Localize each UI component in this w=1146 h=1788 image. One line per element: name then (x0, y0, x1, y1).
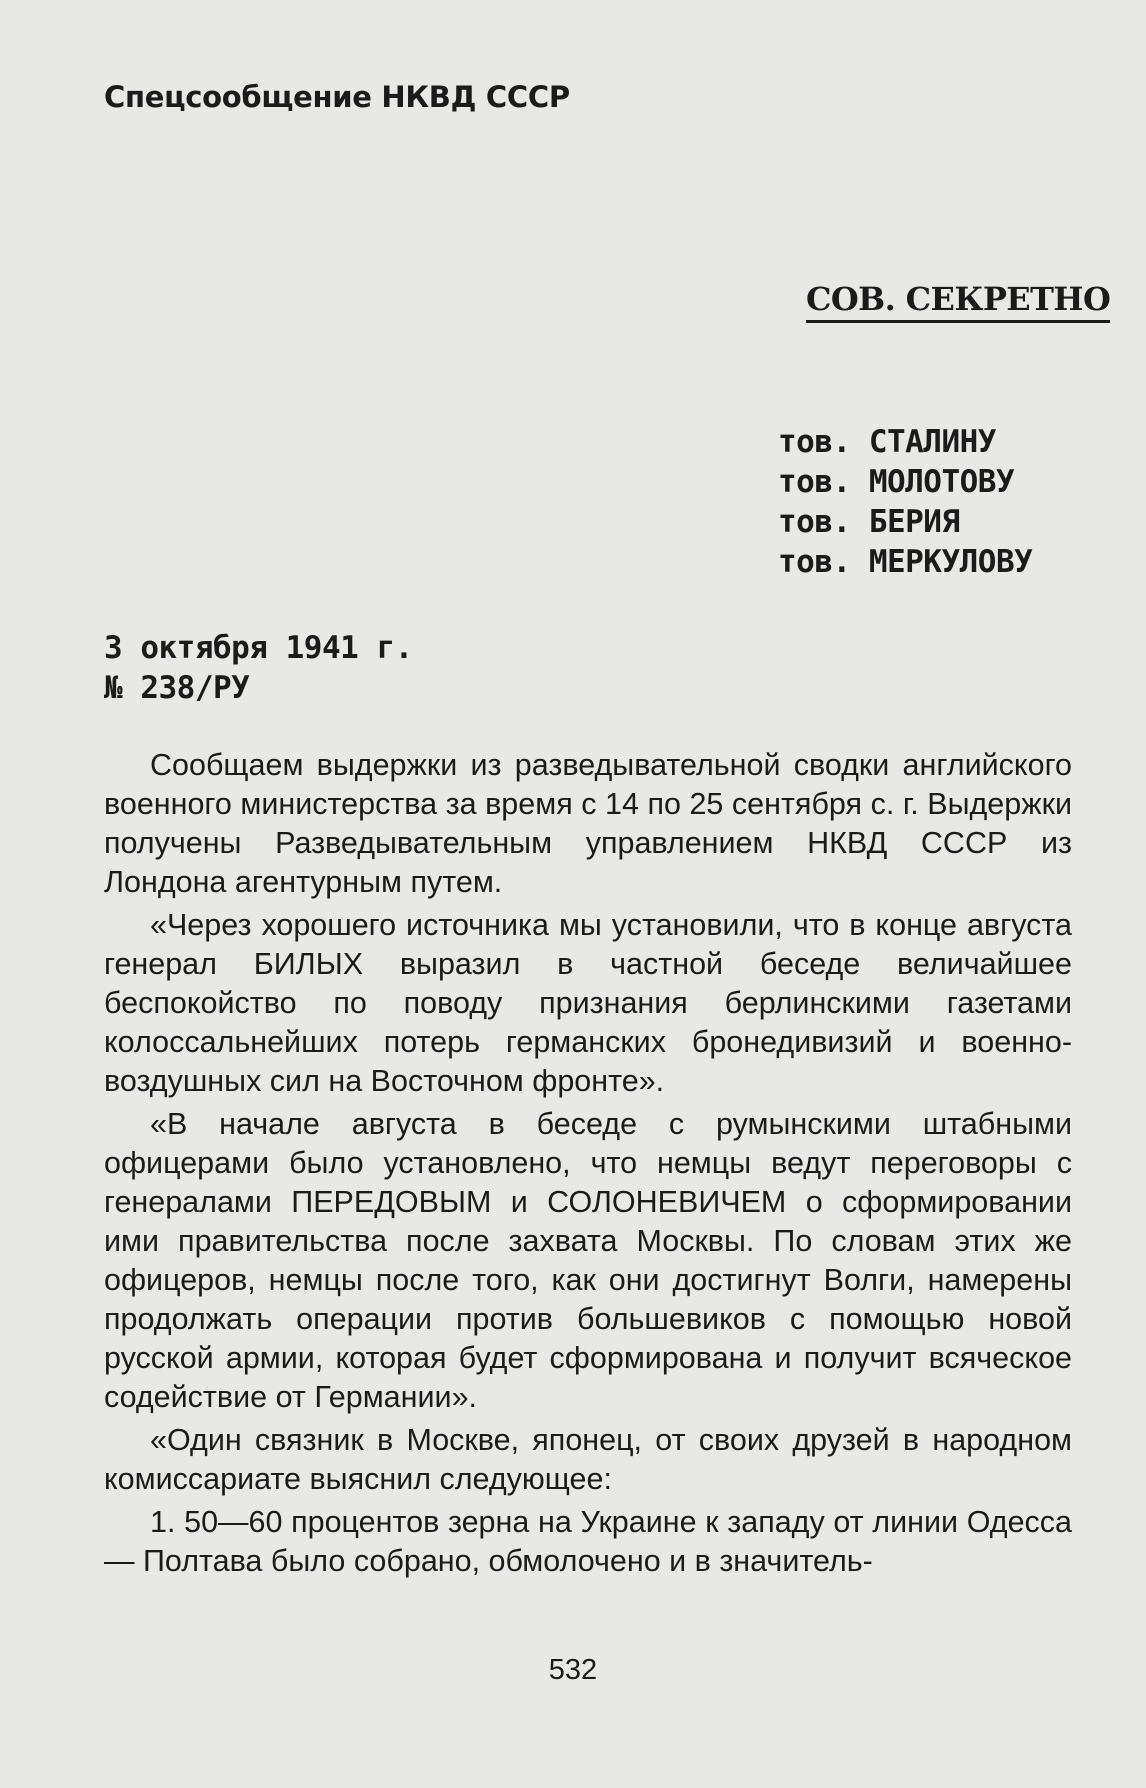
page-number: 532 (548, 1654, 598, 1686)
addressee-list (778, 422, 1032, 582)
classification-stamp: СОВ. СЕКРЕТНО (806, 280, 1110, 323)
document-body (104, 746, 1072, 1585)
addressee-line: тов. СТАЛИНУ (778, 424, 996, 460)
body-paragraph: Сообщаем выдержки из разведывательной сводки английского военного министерства за время с 14 по 25 сентября с. г. Выдержки получены Разведывательным управлением НКВД СССР из Лондона агентурным путем. (104, 748, 1072, 899)
body-paragraph: «Через хорошего источника мы установили, что в конце августа генерал БИЛЫХ выразил в частной беседе величайшее беспокойство по поводу признания берлинскими газетами колоссальнейших потерь германских бронедивизий и военно-воздушных сил на Восточном фронте». (104, 908, 1072, 1098)
document-date: 3 октября 1941 г. (104, 630, 413, 666)
body-paragraph: 1. 50—60 процентов зерна на Украине к западу от линии Одесса — Полтава было собрано, обмолочено и в значитель- (104, 1505, 1072, 1578)
body-paragraph: «В начале августа в беседе с румынскими штабными офицерами было установлено, что немцы ведут переговоры с генералами ПЕРЕДОВЫМ и СОЛОНЕВИЧЕМ о сформировании ими правительства после захвата Москвы. По словам этих же офицеров, немцы после того, как они достигнут Волги, намерены продолжать операции против большевиков с помощью новой русской армии, которая будет сформирована и получит всяческое содействие от Германии». (104, 1107, 1072, 1414)
document-meta (104, 628, 413, 708)
document-number: № 238/РУ (104, 670, 250, 706)
body-paragraph: «Один связник в Москве, японец, от своих друзей в народном комиссариате выяснил следующее: (104, 1423, 1072, 1496)
addressee-line: тов. МОЛОТОВУ (778, 464, 1015, 500)
running-header-title: Спецсообщение НКВД СССР (104, 80, 570, 114)
addressee-line: тов. БЕРИЯ (778, 504, 960, 540)
addressee-line: тов. МЕРКУЛОВУ (778, 544, 1033, 580)
